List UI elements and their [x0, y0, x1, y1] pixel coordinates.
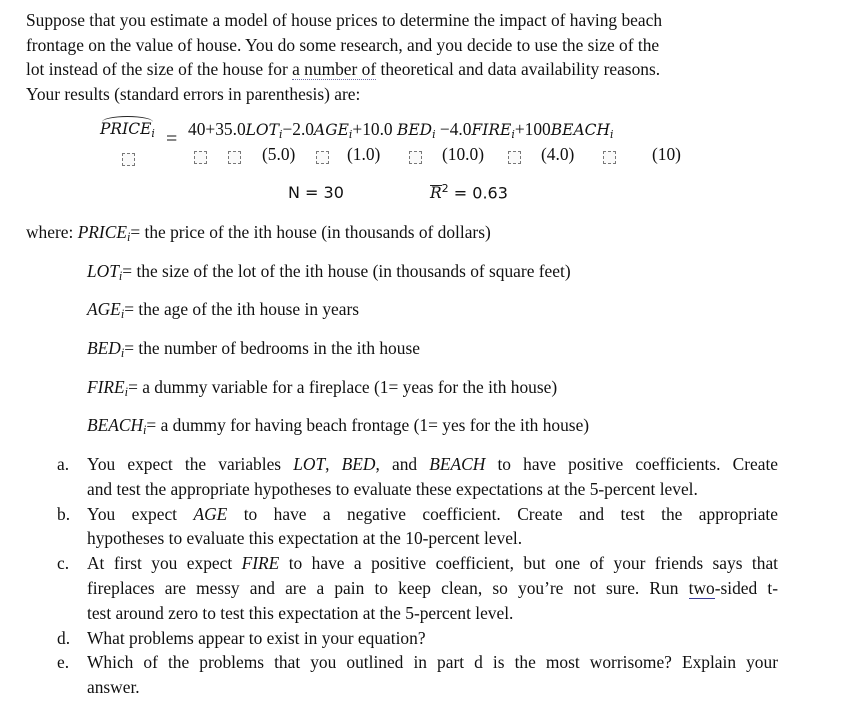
placeholder-box-icon — [228, 147, 241, 168]
coef-lot: 35.0 — [215, 119, 246, 139]
question-letter: e. — [57, 652, 70, 673]
question-letter: b. — [57, 503, 71, 524]
regression-equation — [100, 118, 155, 139]
question-letter: c. — [57, 553, 70, 574]
coef-bed: 10.0 — [362, 119, 397, 139]
variable-name: BED — [341, 454, 376, 474]
equation-equals: = — [166, 128, 178, 150]
se-age: (1.0) — [347, 144, 381, 164]
placeholder-box-icon — [194, 147, 207, 168]
question-line: answer. — [87, 677, 140, 698]
question-line: What problems appear to exist in your equation? — [87, 627, 426, 648]
coef-beach: 100 — [524, 119, 551, 139]
definition-age: $AGE_i=$ the age of the ith house in years — [87, 299, 360, 321]
question-line: You expect the variables LOT, BED, and BEACH to have positive coefficients. Create — [87, 454, 778, 474]
question-line: Which of the problems that you outlined in part d is the most worrisome? Explain your — [87, 652, 778, 673]
definition-lot: $LOT_i=$ the size of the lot of the ith house (in thousands of square feet) — [87, 261, 571, 283]
se-fire: (4.0) — [541, 144, 575, 164]
question-line: and test the appropriate hypotheses to evaluate these expectations at the 5-percent level. — [87, 478, 698, 499]
question-line: You expect AGE to have a negative coefficient. Create and test the appropriate — [87, 503, 778, 524]
question-line: At first you expect FIRE to have a positive coefficient, but one of your friends says that — [87, 553, 778, 574]
question-letter: d. — [57, 627, 71, 648]
se-lot: (5.0) — [262, 144, 296, 164]
definition-beach: $BEACH_i= a$ dummy for having beach frontage (1= yes for the ith house) — [87, 415, 590, 437]
sample-size: N = 30 — [288, 183, 344, 202]
variable-name: BEACH — [429, 454, 486, 474]
r-squared: $R^2 = 0.63$ — [430, 182, 508, 203]
equation-rhs: $40+35.0LOT_i-2.0AGE_i+10.0$ $BED_i$ $-4.0FIRE_i+100BEACH_i$ — [188, 119, 614, 141]
variable-name: LOT — [293, 454, 326, 474]
intro-paragraph — [26, 8, 826, 107]
intro-line-3-b: theoretical and data availability reasons. — [376, 59, 661, 80]
equation-intercept: 40 — [188, 119, 206, 139]
placeholder-box-icon — [603, 147, 616, 168]
intro-line-4: Your results (standard errors in parenthesis) are: — [26, 84, 361, 105]
definition-price: where: $PRICE_i=$ the price of the ith house (in thousands of dollars) — [26, 222, 491, 244]
intro-line-2: frontage on the value of house. You do some research, and you decide to use the size of the — [26, 34, 660, 55]
intro-line-3 — [26, 57, 826, 82]
coef-fire: 4.0 — [449, 119, 472, 139]
question-line: fireplaces are messy and are a pain to keep clean, so you’re not sure. Run two-sided t- — [87, 577, 778, 598]
placeholder-box-icon — [316, 147, 329, 168]
se-beach: (10) — [652, 144, 681, 164]
grammar-flag-word: two — [688, 577, 715, 598]
equation-lhs: $PRICE_i$ — [100, 120, 155, 140]
intro-line-1: Suppose that you estimate a model of house prices to determine the impact of having beach — [26, 10, 663, 30]
variable-name: FIRE — [241, 553, 280, 574]
definition-fire: $FIRE_i= a$ dummy variable for a fireplace (1= yeas for the ith house) — [87, 377, 558, 399]
coef-age: 2.0 — [292, 119, 315, 139]
question-line: test around zero to test this expectation at the 5-percent level. — [87, 602, 514, 623]
variable-name: AGE — [193, 503, 228, 524]
placeholder-box-icon — [508, 147, 521, 168]
intro-line-3-a: lot instead of the size of the house for — [26, 59, 293, 80]
placeholder-box-icon — [409, 147, 422, 168]
definition-bed: $BED_i=$ the number of bedrooms in the ith house — [87, 338, 420, 360]
placeholder-box-icon — [122, 149, 135, 170]
question-letter: a. — [57, 454, 70, 474]
question-line: hypotheses to evaluate this expectation at the 10-percent level. — [87, 528, 523, 549]
grammar-flag-a-number-of: a number of — [292, 59, 377, 80]
se-bed: (10.0) — [442, 144, 485, 164]
